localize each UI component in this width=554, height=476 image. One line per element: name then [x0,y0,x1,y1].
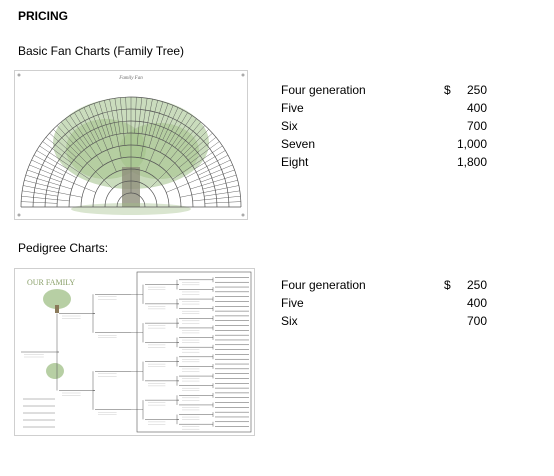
price-value: 400 [466,296,487,310]
page-heading: PRICING [18,9,69,23]
fan-grid [21,97,241,207]
price-value: 700 [466,119,487,133]
price-label: Six [281,314,298,328]
price-value: 400 [466,101,487,115]
price-value: 1,800 [456,155,487,169]
price-label: Eight [281,155,309,169]
price-row [281,312,487,330]
corner-dot [242,74,245,77]
pedigree-section-title: Pedigree Charts: [18,241,109,255]
price-row [281,276,487,294]
price-label: Five [281,101,304,115]
fan-chart-caption: Family Fan [119,76,143,81]
price-value: 250 [466,83,487,97]
corner-dot [242,214,245,217]
fan-chart-image [14,70,248,220]
price-row [281,135,487,153]
fan-chart-section-title: Basic Fan Charts (Family Tree) [18,44,185,58]
price-value: 250 [466,278,487,292]
corner-dot [18,74,21,77]
price-label: Seven [281,137,316,151]
pedigree-chart-graphic [15,269,254,435]
price-label: Four generation [281,278,366,292]
price-label: Six [281,119,298,133]
pedigree-chart-caption: OUR FAMILY [27,278,76,287]
price-value: 1,000 [456,137,487,151]
currency-symbol: $ [444,278,451,292]
price-label: Five [281,296,304,310]
pedigree-chart-image [14,268,255,436]
price-row [281,99,487,117]
fan-chart-price-list [281,81,487,171]
price-row [281,153,487,171]
price-row [281,81,487,99]
currency-symbol: $ [444,83,451,97]
price-row [281,294,487,312]
price-row [281,117,487,135]
price-value: 700 [466,314,487,328]
corner-dot [18,214,21,217]
pedigree-chart-price-list [281,276,487,330]
price-label: Four generation [281,83,366,97]
fan-chart-graphic [15,71,247,219]
